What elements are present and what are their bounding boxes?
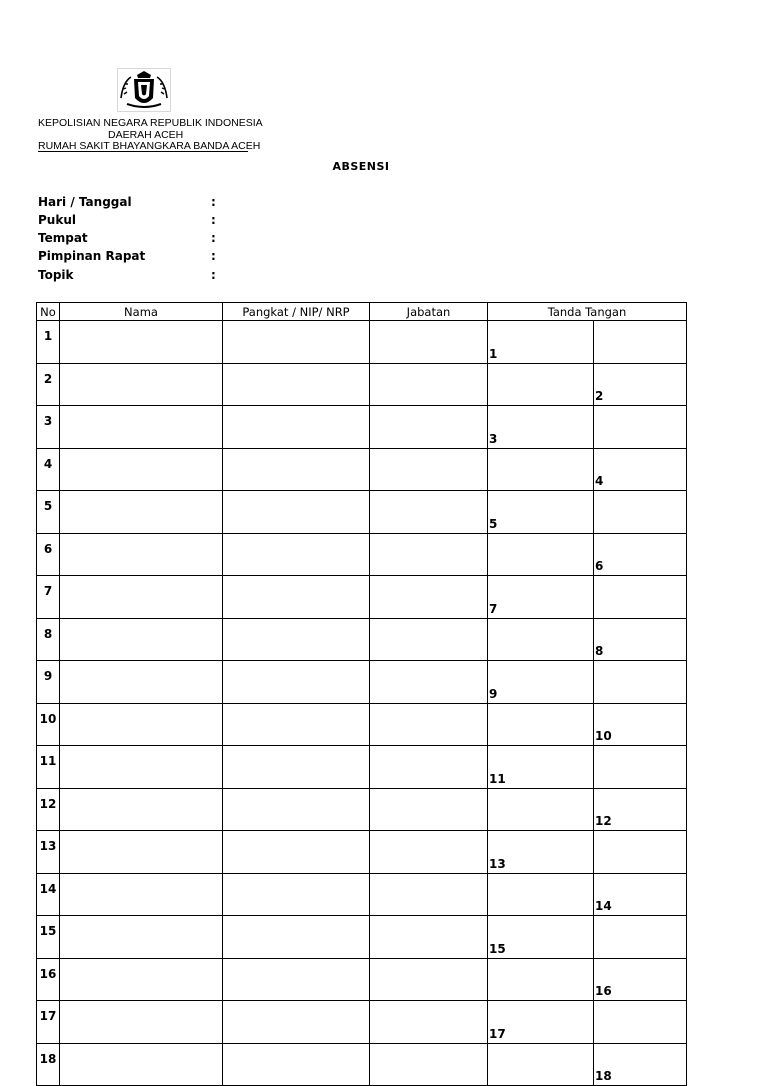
cell-jabatan[interactable]	[370, 406, 488, 449]
cell-signature-right[interactable]: 4	[594, 448, 687, 491]
cell-signature-right[interactable]	[594, 916, 687, 959]
cell-signature-left[interactable]: 3	[488, 406, 594, 449]
cell-no: 7	[37, 576, 60, 619]
cell-signature-right[interactable]	[594, 576, 687, 619]
field-label: Tempat	[38, 231, 88, 245]
cell-signature-left[interactable]: 15	[488, 916, 594, 959]
police-emblem-logo	[117, 68, 171, 112]
cell-pangkat[interactable]	[223, 406, 370, 449]
cell-pangkat[interactable]	[223, 788, 370, 831]
cell-signature-left[interactable]: 5	[488, 491, 594, 534]
cell-signature-left[interactable]: 11	[488, 746, 594, 789]
cell-jabatan[interactable]	[370, 576, 488, 619]
cell-signature-left[interactable]	[488, 448, 594, 491]
cell-signature-right[interactable]: 6	[594, 533, 687, 576]
cell-no: 3	[37, 406, 60, 449]
cell-signature-left[interactable]: 7	[488, 576, 594, 619]
cell-nama[interactable]	[60, 1001, 223, 1044]
cell-no: 17	[37, 1001, 60, 1044]
cell-no: 11	[37, 746, 60, 789]
cell-signature-right[interactable]	[594, 321, 687, 364]
table-row	[37, 1043, 687, 1086]
cell-jabatan[interactable]	[370, 363, 488, 406]
attendance-body	[37, 321, 687, 1086]
cell-pangkat[interactable]	[223, 321, 370, 364]
cell-no: 16	[37, 958, 60, 1001]
cell-pangkat[interactable]	[223, 916, 370, 959]
table-row	[37, 618, 687, 661]
table-row	[37, 873, 687, 916]
cell-jabatan[interactable]	[370, 831, 488, 874]
header-pangkat: Pangkat / NIP/ NRP	[223, 303, 370, 321]
cell-signature-right[interactable]: 16	[594, 958, 687, 1001]
table-row	[37, 576, 687, 619]
cell-nama[interactable]	[60, 533, 223, 576]
header-nama: Nama	[60, 303, 223, 321]
cell-signature-right[interactable]	[594, 406, 687, 449]
cell-pangkat[interactable]	[223, 746, 370, 789]
table-row	[37, 448, 687, 491]
header-tanda-tangan: Tanda Tangan	[488, 303, 687, 321]
cell-no: 14	[37, 873, 60, 916]
cell-signature-left[interactable]	[488, 703, 594, 746]
table-row	[37, 1001, 687, 1044]
cell-no: 4	[37, 448, 60, 491]
cell-pangkat[interactable]	[223, 618, 370, 661]
cell-pangkat[interactable]	[223, 831, 370, 874]
cell-jabatan[interactable]	[370, 321, 488, 364]
table-row	[37, 788, 687, 831]
cell-no: 5	[37, 491, 60, 534]
cell-signature-left[interactable]	[488, 363, 594, 406]
cell-signature-left[interactable]	[488, 618, 594, 661]
field-colon: :	[211, 268, 216, 282]
cell-signature-right[interactable]	[594, 831, 687, 874]
cell-signature-left[interactable]	[488, 1043, 594, 1086]
attendance-table	[36, 302, 687, 1086]
cell-nama[interactable]	[60, 448, 223, 491]
cell-jabatan[interactable]	[370, 661, 488, 704]
cell-nama[interactable]	[60, 873, 223, 916]
cell-signature-right[interactable]: 12	[594, 788, 687, 831]
field-colon: :	[211, 231, 216, 245]
field-label: Topik	[38, 268, 74, 282]
cell-pangkat[interactable]	[223, 661, 370, 704]
cell-jabatan[interactable]	[370, 618, 488, 661]
cell-pangkat[interactable]	[223, 576, 370, 619]
cell-pangkat[interactable]	[223, 533, 370, 576]
cell-nama[interactable]	[60, 321, 223, 364]
cell-jabatan[interactable]	[370, 448, 488, 491]
table-header-row	[37, 303, 687, 321]
org-underline	[38, 151, 248, 152]
cell-pangkat[interactable]	[223, 491, 370, 534]
cell-signature-right[interactable]: 2	[594, 363, 687, 406]
cell-nama[interactable]	[60, 618, 223, 661]
table-row	[37, 406, 687, 449]
cell-signature-right[interactable]	[594, 491, 687, 534]
table-row	[37, 746, 687, 789]
cell-signature-left[interactable]	[488, 533, 594, 576]
cell-pangkat[interactable]	[223, 448, 370, 491]
cell-signature-left[interactable]: 1	[488, 321, 594, 364]
org-name-line1: KEPOLISIAN NEGARA REPUBLIK INDONESIA	[38, 117, 263, 129]
cell-no: 6	[37, 533, 60, 576]
cell-signature-left[interactable]	[488, 788, 594, 831]
cell-nama[interactable]	[60, 363, 223, 406]
table-row	[37, 661, 687, 704]
org-name-line3: RUMAH SAKIT BHAYANGKARA BANDA ACEH	[38, 140, 261, 152]
cell-signature-right[interactable]	[594, 1001, 687, 1044]
cell-nama[interactable]	[60, 831, 223, 874]
table-row	[37, 533, 687, 576]
cell-signature-left[interactable]: 13	[488, 831, 594, 874]
field-label: Pimpinan Rapat	[38, 249, 146, 263]
cell-no: 15	[37, 916, 60, 959]
cell-no: 13	[37, 831, 60, 874]
cell-nama[interactable]	[60, 1043, 223, 1086]
cell-signature-right[interactable]: 10	[594, 703, 687, 746]
cell-jabatan[interactable]	[370, 1043, 488, 1086]
cell-jabatan[interactable]	[370, 1001, 488, 1044]
cell-no: 10	[37, 703, 60, 746]
cell-nama[interactable]	[60, 788, 223, 831]
field-colon: :	[211, 249, 216, 263]
cell-jabatan[interactable]	[370, 703, 488, 746]
cell-signature-right[interactable]	[594, 746, 687, 789]
table-row	[37, 321, 687, 364]
header-jabatan: Jabatan	[370, 303, 488, 321]
cell-pangkat[interactable]	[223, 1001, 370, 1044]
cell-nama[interactable]	[60, 576, 223, 619]
cell-signature-left[interactable]	[488, 958, 594, 1001]
field-colon: :	[211, 195, 216, 209]
cell-no: 9	[37, 661, 60, 704]
cell-jabatan[interactable]	[370, 873, 488, 916]
cell-pangkat[interactable]	[223, 958, 370, 1001]
cell-nama[interactable]	[60, 746, 223, 789]
cell-pangkat[interactable]	[223, 703, 370, 746]
cell-no: 1	[37, 321, 60, 364]
table-row	[37, 491, 687, 534]
cell-pangkat[interactable]	[223, 363, 370, 406]
table-row	[37, 363, 687, 406]
cell-signature-left[interactable]: 17	[488, 1001, 594, 1044]
cell-nama[interactable]	[60, 661, 223, 704]
cell-signature-right[interactable]: 8	[594, 618, 687, 661]
cell-jabatan[interactable]	[370, 788, 488, 831]
cell-jabatan[interactable]	[370, 533, 488, 576]
cell-nama[interactable]	[60, 491, 223, 534]
cell-jabatan[interactable]	[370, 916, 488, 959]
cell-nama[interactable]	[60, 703, 223, 746]
cell-jabatan[interactable]	[370, 746, 488, 789]
cell-signature-right[interactable]: 14	[594, 873, 687, 916]
cell-pangkat[interactable]	[223, 873, 370, 916]
cell-pangkat[interactable]	[223, 1043, 370, 1086]
cell-no: 8	[37, 618, 60, 661]
table-row	[37, 916, 687, 959]
field-label: Pukul	[38, 213, 76, 227]
table-row	[37, 831, 687, 874]
field-label: Hari / Tanggal	[38, 195, 132, 209]
cell-jabatan[interactable]	[370, 491, 488, 534]
cell-nama[interactable]	[60, 958, 223, 1001]
cell-jabatan[interactable]	[370, 958, 488, 1001]
page-title: ABSENSI	[332, 160, 390, 173]
field-colon: :	[211, 213, 216, 227]
cell-no: 2	[37, 363, 60, 406]
cell-signature-right[interactable]: 18	[594, 1043, 687, 1086]
table-row	[37, 958, 687, 1001]
cell-no: 12	[37, 788, 60, 831]
cell-signature-left[interactable]: 9	[488, 661, 594, 704]
cell-nama[interactable]	[60, 406, 223, 449]
cell-signature-left[interactable]	[488, 873, 594, 916]
cell-nama[interactable]	[60, 916, 223, 959]
table-row	[37, 703, 687, 746]
header-no: No	[37, 303, 60, 321]
cell-signature-right[interactable]	[594, 661, 687, 704]
org-name-line2: DAERAH ACEH	[108, 129, 184, 141]
cell-no: 18	[37, 1043, 60, 1086]
